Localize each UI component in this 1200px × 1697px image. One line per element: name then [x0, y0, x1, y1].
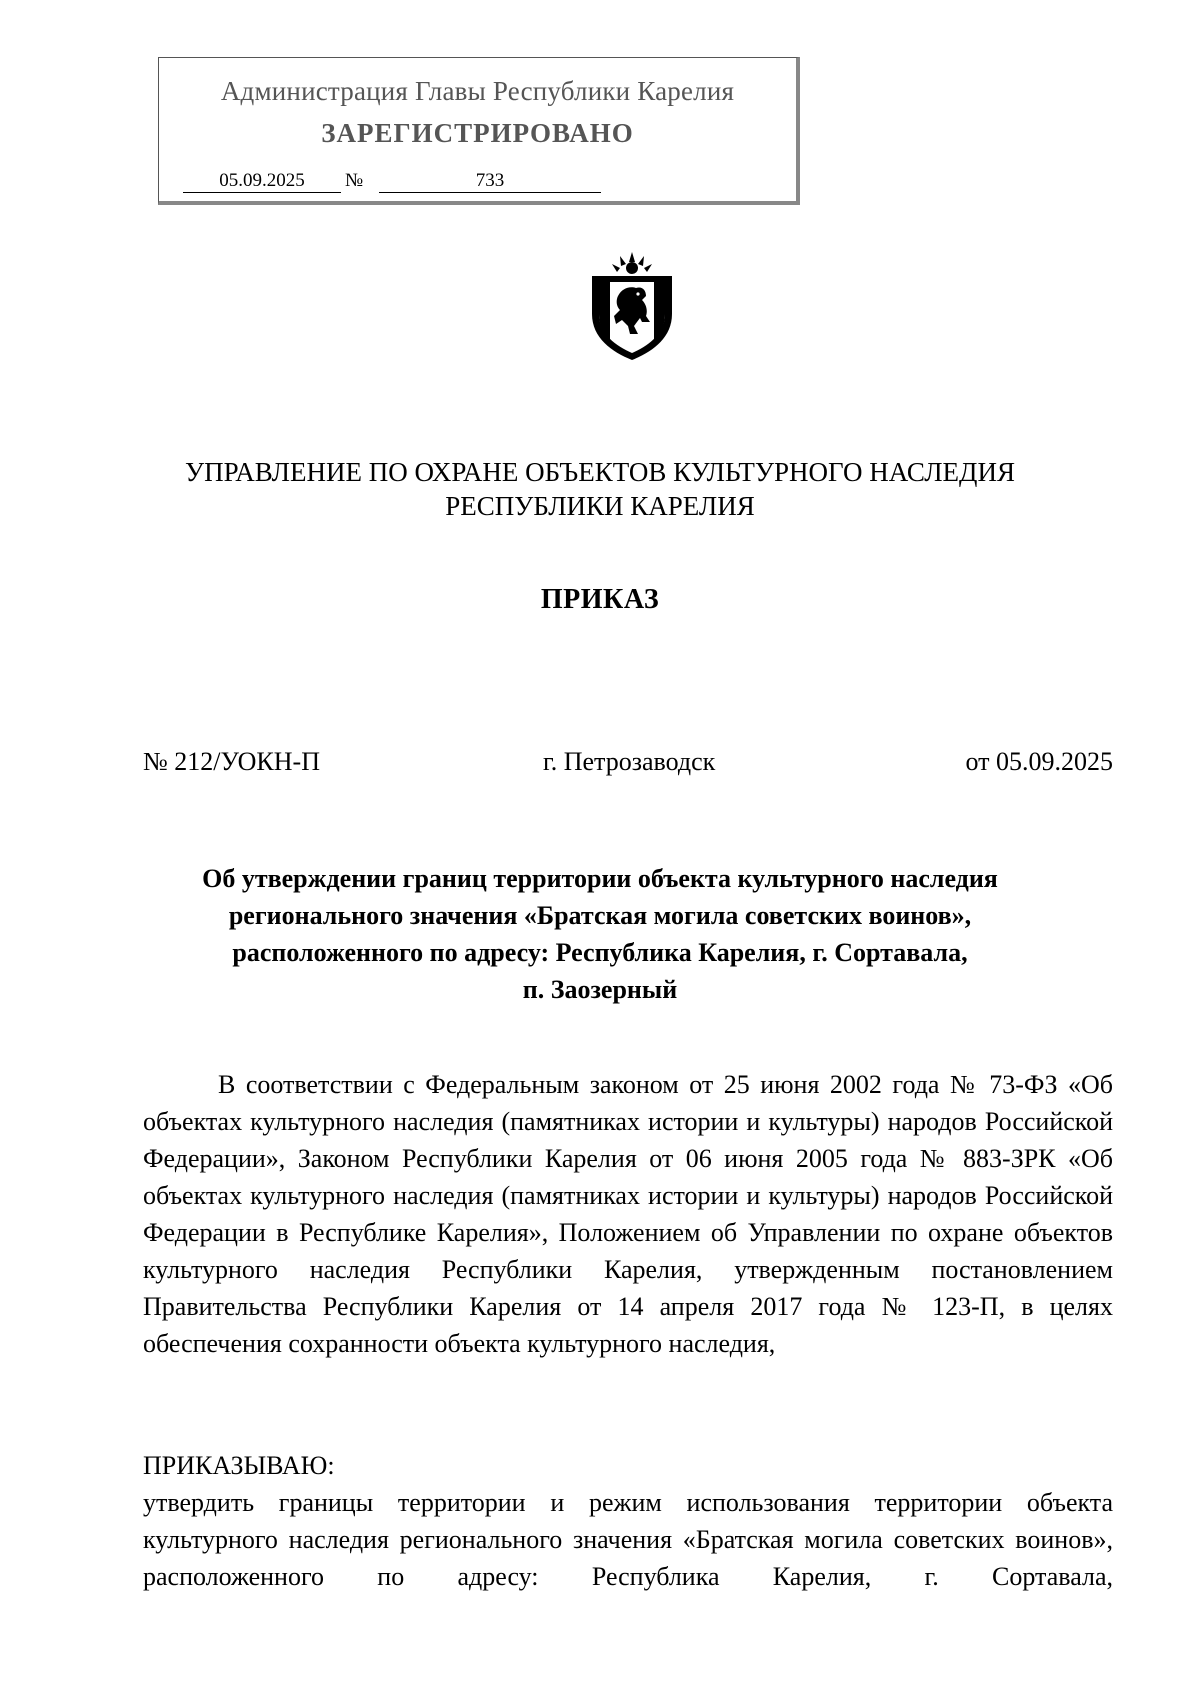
stamp-status: ЗАРЕГИСТРИРОВАНО [321, 118, 634, 148]
stamp-organization: Администрация Главы Республики Карелия [220, 76, 735, 106]
subject-line-3: расположенного по адресу: Республика Карелия, г. Сортавала, [232, 938, 968, 967]
karelia-coat-of-arms-icon [584, 250, 680, 362]
subject-line-1: Об утверждении границ территории объекта культурного наследия [202, 864, 998, 893]
preamble-paragraph: В соответствии с Федеральным законом от 25 июня 2002 года № 73-ФЗ «Об объектах культурного наследия (памятниках истории и культуры) народов Российской Федерации», Законом Республики Карелия от 06 июня 2005 года № 883-ЗРК «Об объектах культурного наследия (памятниках истории и культуры) народов Российской Федерации в Республике Карелия», Положением об Управлении по охране объектов культурного наследия Республики Карелия, утвержденным постановлением Правительства Республики Карелия от 14 апреля 2017 года № 123-П, в целях обеспечения сохранности объекта культурного наследия, [143, 1070, 1113, 1358]
agency-name-line-2: РЕСПУБЛИКИ КАРЕЛИЯ [445, 491, 755, 521]
document-meta [143, 745, 1113, 781]
agency-name [100, 455, 1100, 523]
order-city: г. Петрозаводск [543, 747, 716, 776]
document-subject [120, 860, 1080, 1008]
subject-line-4: п. Заозерный [522, 975, 678, 1004]
stamp-number: 733 [379, 170, 601, 193]
document-type: ПРИКАЗ [540, 584, 660, 615]
subject-line-2: регионального значения «Братская могила советских воинов», [228, 901, 972, 930]
registration-stamp [158, 57, 800, 205]
stamp-date: 05.09.2025 [183, 170, 341, 193]
order-label: ПРИКАЗЫВАЮ: [143, 1451, 335, 1480]
order-number: № 212/УОКН-П [143, 747, 320, 776]
order-paragraph: утвердить границы территории и режим использования территории объекта культурного наследия регионального значения «Братская могила советских воинов», расположенного по адресу: Республика Карелия, г. Сортавала, [143, 1488, 1113, 1591]
stamp-number-label: № [345, 170, 364, 191]
order-date: от 05.09.2025 [965, 747, 1113, 776]
agency-name-line-1: УПРАВЛЕНИЕ ПО ОХРАНЕ ОБЪЕКТОВ КУЛЬТУРНОГО НАСЛЕДИЯ [185, 457, 1015, 487]
